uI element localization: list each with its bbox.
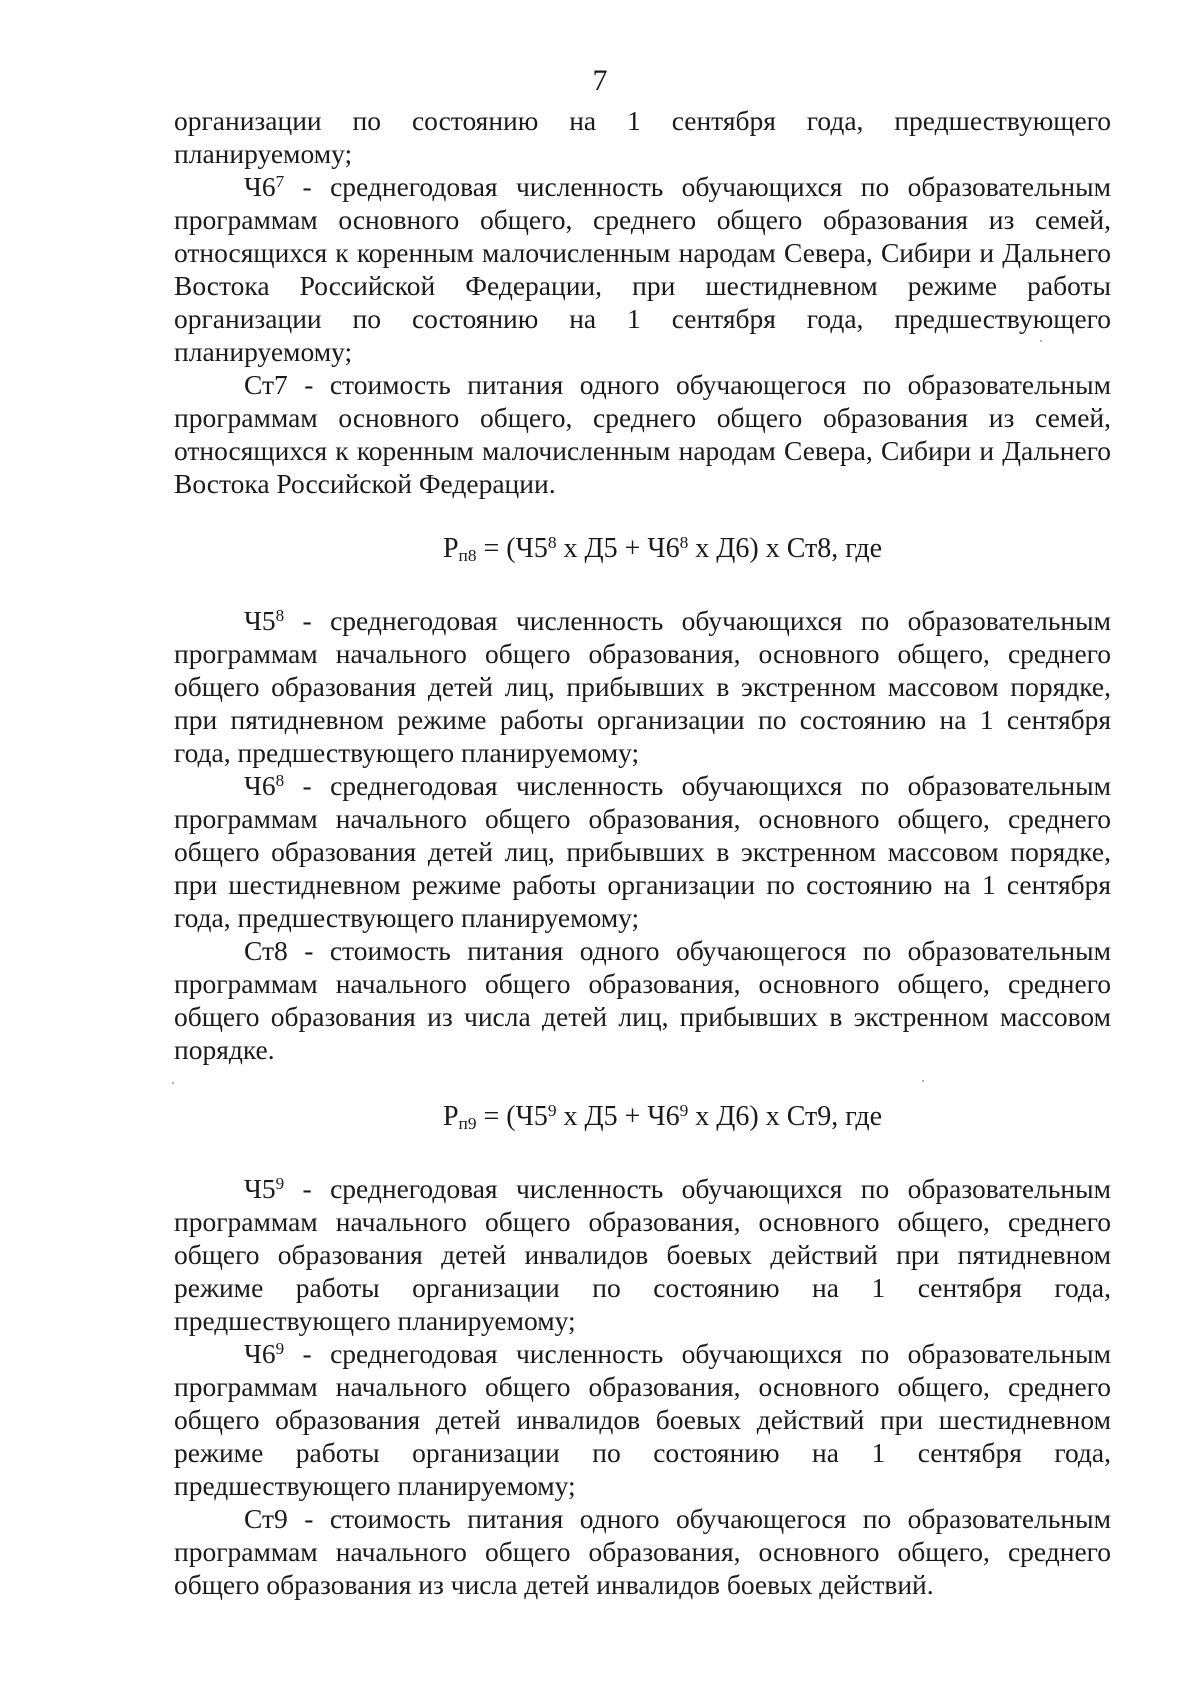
definition-symbol: Ст8 [244, 935, 288, 966]
definition-superscript: 9 [275, 1174, 285, 1194]
formula-superscript: 9 [547, 1101, 557, 1121]
formula-part: х Д5 + Ч6 [556, 533, 680, 564]
definition-ch6-9 [174, 1337, 1111, 1502]
page-number: 7 [592, 64, 608, 97]
definition-text: - стоимость питания одного обучающегося по образовательным программам основного общего, среднего общего образования из семей, относящихся к коренным малочисленным народам Севера, Сибири и Дальнего Востока Российской Федерации. [174, 369, 1111, 499]
formula-part: х Д6) х Ст9, где [688, 1101, 883, 1132]
definition-st7 [174, 368, 1111, 500]
definition-text: - среднегодовая численность обучающихся по образовательным программам начального общего образования, основного общего, среднего общего образования детей инвалидов боевых действий при шестидневном режиме работы организации по состоянию на 1 сентября года, предшествующего планируемому; [174, 1338, 1111, 1501]
formula-lhs: Р [442, 1101, 459, 1132]
definition-symbol: Ст9 [244, 1503, 288, 1534]
formula-lhs-subscript: п8 [458, 546, 477, 566]
intro-continuation: организации по состоянию на 1 сентября года, предшествующего планируемому; [174, 105, 1111, 169]
definition-text: - стоимость питания одного обучающегося по образовательным программам начального общего образования, основного общего, среднего общего образования из числа детей инвалидов боевых действий. [174, 1503, 1111, 1600]
definition-symbol: Ч6 [244, 171, 276, 202]
formula-part: = (Ч5 [476, 533, 548, 564]
formula-part: х Д5 + Ч6 [556, 1101, 680, 1132]
definition-ch5-9 [174, 1172, 1111, 1337]
definition-symbol: Ч5 [244, 1173, 276, 1204]
scan-speck [1040, 340, 1042, 342]
definition-st9 [174, 1502, 1111, 1601]
definition-text: - среднегодовая численность обучающихся по образовательным программам основного общего, среднего общего образования из семей, относящихся к коренным малочисленным народам Севера, Сибири и Дальнего Востока Российской Федерации, при шестидневном режиме работы организации по состоянию на 1 сентября года, предшествующего планируемому; [174, 171, 1111, 367]
definition-ch6-7 [174, 170, 1111, 368]
definition-symbol: Ч6 [244, 1338, 276, 1369]
document-body [174, 104, 1111, 1601]
scan-speck [172, 1082, 174, 1084]
definition-symbol: Ст7 [244, 369, 288, 400]
definition-st8 [174, 934, 1111, 1066]
definition-text: - среднегодовая численность обучающихся по образовательным программам начального общего образования, основного общего, среднего общего образования детей лиц, прибывших в экстренном массовом порядке, при пятидневном режиме работы организации по состоянию на 1 сентября года, предшествующего планируемому; [174, 605, 1111, 768]
definition-symbol: Ч6 [244, 770, 276, 801]
scan-speck [922, 1080, 924, 1082]
definition-superscript: 8 [275, 771, 285, 791]
definition-text: - среднегодовая численность обучающихся по образовательным программам начального общего образования, основного общего, среднего общего образования детей лиц, прибывших в экстренном массовом порядке, при шестидневном режиме работы организации по состоянию на 1 сентября года, предшествующего планируемому; [174, 770, 1111, 933]
formula-lhs-subscript: п9 [458, 1114, 477, 1134]
definition-superscript: 8 [275, 606, 285, 626]
definition-text: - среднегодовая численность обучающихся по образовательным программам начального общего образования, основного общего, среднего общего образования детей инвалидов боевых действий при пятидневном режиме работы организации по состоянию на 1 сентября года, предшествующего планируемому; [174, 1173, 1111, 1336]
definition-ch5-8 [174, 604, 1111, 769]
definition-superscript: 9 [275, 1339, 285, 1359]
formula-superscript: 9 [679, 1101, 689, 1121]
formula-rp9 [174, 1100, 1111, 1134]
definition-text: - стоимость питания одного обучающегося по образовательным программам начального общего образования, основного общего, среднего общего образования из числа детей лиц, прибывших в экстренном массовом порядке. [174, 935, 1111, 1065]
definition-superscript: 7 [275, 172, 285, 192]
formula-superscript: 8 [679, 533, 689, 553]
formula-superscript: 8 [547, 533, 557, 553]
definition-ch6-8 [174, 769, 1111, 934]
formula-part: х Д6) х Ст8, где [688, 533, 883, 564]
formula-lhs: Р [442, 533, 459, 564]
formula-rp8 [174, 532, 1111, 566]
formula-part: = (Ч5 [476, 1101, 548, 1132]
definition-symbol: Ч5 [244, 605, 276, 636]
